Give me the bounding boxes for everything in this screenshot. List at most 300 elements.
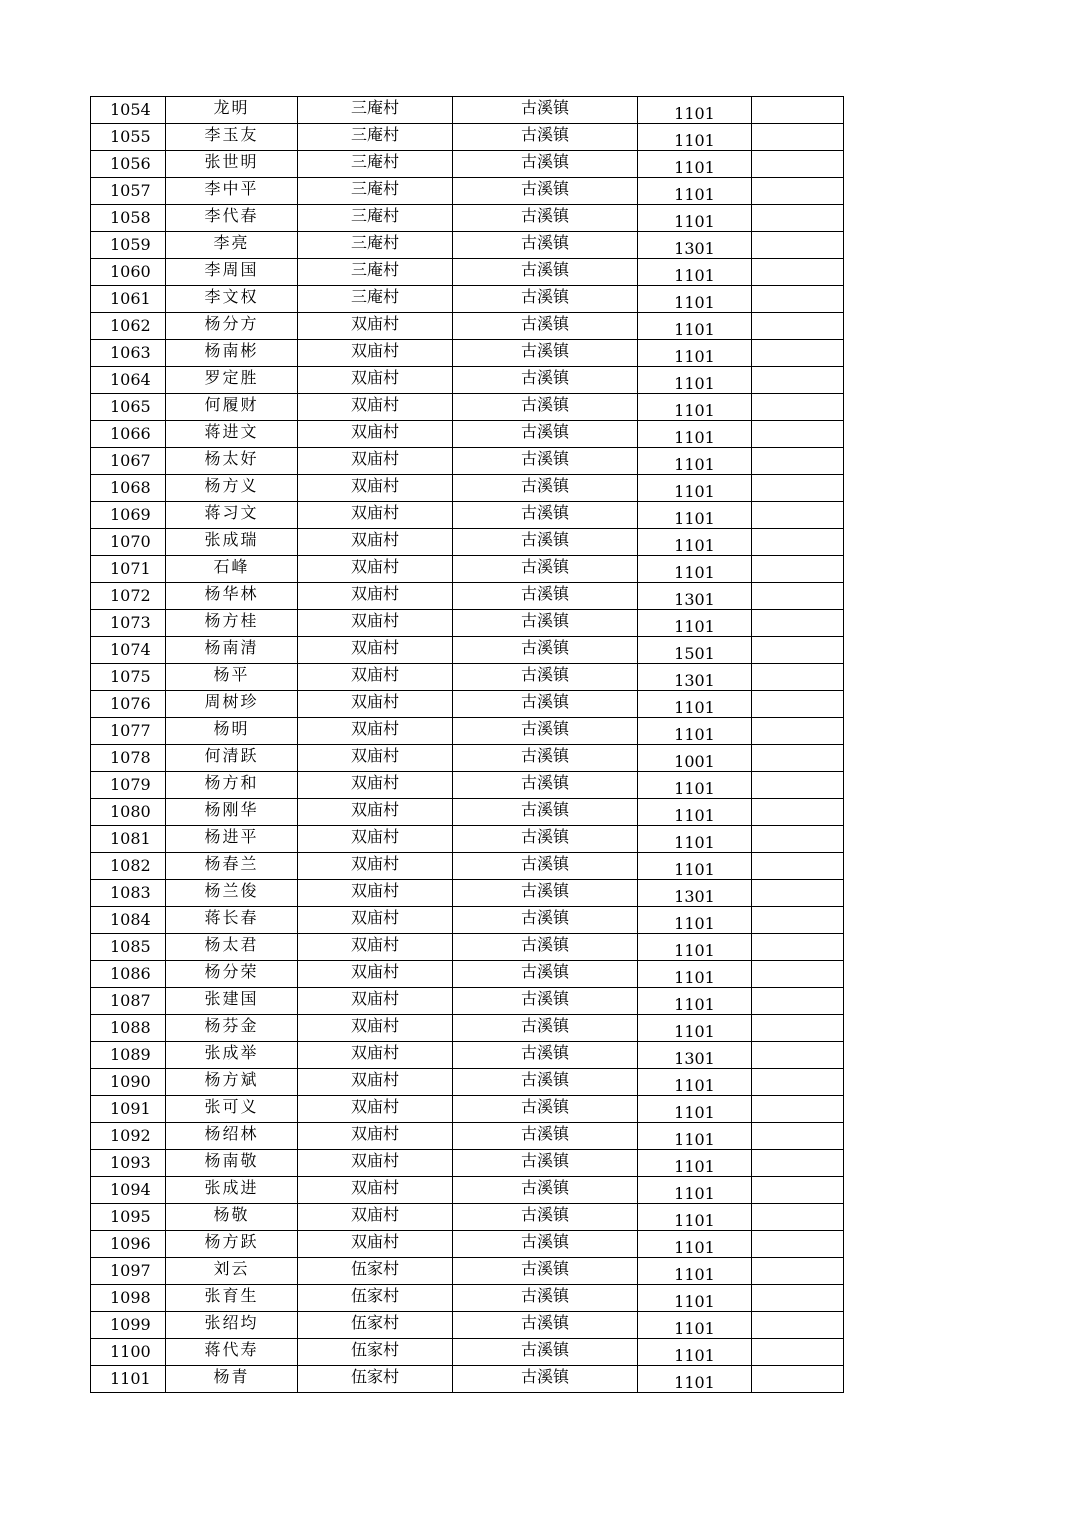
remark-cell [752,1366,844,1393]
village-cell: 伍家村 [298,1285,453,1312]
code-cell: 1101 [638,178,752,205]
row-number-cell: 1093 [91,1150,166,1177]
code-cell: 1101 [638,691,752,718]
person-name-cell: 张世明 [166,151,298,178]
row-number-cell: 1096 [91,1231,166,1258]
row-number-cell: 1094 [91,1177,166,1204]
village-cell: 双庙村 [298,799,453,826]
row-number-cell: 1075 [91,664,166,691]
code-cell: 1101 [638,97,752,124]
code-cell: 1101 [638,124,752,151]
row-number-cell: 1074 [91,637,166,664]
remark-cell [752,529,844,556]
town-cell: 古溪镇 [453,637,638,664]
code-cell: 1301 [638,1042,752,1069]
row-number-cell: 1077 [91,718,166,745]
town-cell: 古溪镇 [453,448,638,475]
code-cell: 1101 [638,1096,752,1123]
code-cell: 1001 [638,745,752,772]
person-name-cell: 杨芬金 [166,1015,298,1042]
table-row [91,907,844,934]
person-name-cell: 杨敬 [166,1204,298,1231]
table-row [91,1177,844,1204]
table-row [91,1366,844,1393]
table-row [91,961,844,988]
roster-table-body [91,97,844,1393]
table-row [91,664,844,691]
table-row [91,205,844,232]
village-cell: 双庙村 [298,961,453,988]
town-cell: 古溪镇 [453,1204,638,1231]
town-cell: 古溪镇 [453,502,638,529]
remark-cell [752,232,844,259]
remark-cell [752,1204,844,1231]
code-cell: 1101 [638,907,752,934]
code-cell: 1301 [638,583,752,610]
remark-cell [752,1285,844,1312]
remark-cell [752,97,844,124]
row-number-cell: 1098 [91,1285,166,1312]
village-cell: 伍家村 [298,1339,453,1366]
village-cell: 双庙村 [298,826,453,853]
person-name-cell: 杨南彬 [166,340,298,367]
remark-cell [752,1231,844,1258]
remark-cell [752,205,844,232]
row-number-cell: 1061 [91,286,166,313]
table-row [91,583,844,610]
table-row [91,124,844,151]
town-cell: 古溪镇 [453,664,638,691]
row-number-cell: 1083 [91,880,166,907]
village-cell: 双庙村 [298,1069,453,1096]
table-row [91,529,844,556]
remark-cell [752,988,844,1015]
code-cell: 1101 [638,1339,752,1366]
town-cell: 古溪镇 [453,313,638,340]
row-number-cell: 1095 [91,1204,166,1231]
table-row [91,610,844,637]
village-cell: 双庙村 [298,583,453,610]
village-cell: 三庵村 [298,178,453,205]
table-row [91,421,844,448]
row-number-cell: 1066 [91,421,166,448]
row-number-cell: 1071 [91,556,166,583]
row-number-cell: 1090 [91,1069,166,1096]
table-row [91,286,844,313]
remark-cell [752,1150,844,1177]
row-number-cell: 1060 [91,259,166,286]
code-cell: 1501 [638,637,752,664]
town-cell: 古溪镇 [453,178,638,205]
code-cell: 1101 [638,799,752,826]
person-name-cell: 杨进平 [166,826,298,853]
village-cell: 双庙村 [298,502,453,529]
table-row [91,718,844,745]
village-cell: 双庙村 [298,1150,453,1177]
code-cell: 1101 [638,772,752,799]
town-cell: 古溪镇 [453,394,638,421]
person-name-cell: 张建国 [166,988,298,1015]
person-name-cell: 张可义 [166,1096,298,1123]
village-cell: 双庙村 [298,1123,453,1150]
table-row [91,259,844,286]
row-number-cell: 1072 [91,583,166,610]
code-cell: 1101 [638,1150,752,1177]
code-cell: 1101 [638,205,752,232]
row-number-cell: 1067 [91,448,166,475]
town-cell: 古溪镇 [453,1069,638,1096]
village-cell: 伍家村 [298,1366,453,1393]
village-cell: 双庙村 [298,367,453,394]
village-cell: 伍家村 [298,1258,453,1285]
person-name-cell: 杨方桂 [166,610,298,637]
person-name-cell: 李中平 [166,178,298,205]
code-cell: 1101 [638,934,752,961]
row-number-cell: 1055 [91,124,166,151]
person-name-cell: 杨太好 [166,448,298,475]
town-cell: 古溪镇 [453,232,638,259]
table-row [91,799,844,826]
town-cell: 古溪镇 [453,718,638,745]
person-name-cell: 张育生 [166,1285,298,1312]
table-row [91,178,844,205]
town-cell: 古溪镇 [453,907,638,934]
person-name-cell: 杨春兰 [166,853,298,880]
table-row [91,556,844,583]
code-cell: 1101 [638,259,752,286]
row-number-cell: 1079 [91,772,166,799]
village-cell: 双庙村 [298,934,453,961]
remark-cell [752,367,844,394]
town-cell: 古溪镇 [453,853,638,880]
town-cell: 古溪镇 [453,880,638,907]
code-cell: 1301 [638,232,752,259]
code-cell: 1101 [638,475,752,502]
code-cell: 1101 [638,853,752,880]
row-number-cell: 1078 [91,745,166,772]
table-row [91,1042,844,1069]
table-row [91,1258,844,1285]
person-name-cell: 张绍均 [166,1312,298,1339]
table-row [91,826,844,853]
remark-cell [752,691,844,718]
person-name-cell: 杨方跃 [166,1231,298,1258]
person-name-cell: 杨刚华 [166,799,298,826]
person-name-cell: 杨分荣 [166,961,298,988]
table-row [91,1312,844,1339]
remark-cell [752,556,844,583]
row-number-cell: 1065 [91,394,166,421]
remark-cell [752,313,844,340]
person-name-cell: 何履财 [166,394,298,421]
town-cell: 古溪镇 [453,583,638,610]
town-cell: 古溪镇 [453,745,638,772]
village-cell: 双庙村 [298,556,453,583]
remark-cell [752,1096,844,1123]
table-row [91,1069,844,1096]
person-name-cell: 李文权 [166,286,298,313]
town-cell: 古溪镇 [453,1285,638,1312]
village-cell: 双庙村 [298,529,453,556]
remark-cell [752,880,844,907]
row-number-cell: 1058 [91,205,166,232]
person-name-cell: 杨方义 [166,475,298,502]
town-cell: 古溪镇 [453,421,638,448]
table-row [91,1123,844,1150]
remark-cell [752,1258,844,1285]
remark-cell [752,772,844,799]
table-row [91,637,844,664]
row-number-cell: 1068 [91,475,166,502]
code-cell: 1101 [638,1231,752,1258]
person-name-cell: 李代春 [166,205,298,232]
table-row [91,232,844,259]
person-name-cell: 周树珍 [166,691,298,718]
town-cell: 古溪镇 [453,1177,638,1204]
row-number-cell: 1063 [91,340,166,367]
village-cell: 双庙村 [298,610,453,637]
person-name-cell: 杨方斌 [166,1069,298,1096]
table-row [91,745,844,772]
table-row [91,772,844,799]
remark-cell [752,1312,844,1339]
table-row [91,97,844,124]
row-number-cell: 1059 [91,232,166,259]
remark-cell [752,475,844,502]
village-cell: 双庙村 [298,664,453,691]
code-cell: 1101 [638,1069,752,1096]
row-number-cell: 1084 [91,907,166,934]
table-row [91,1285,844,1312]
remark-cell [752,1069,844,1096]
town-cell: 古溪镇 [453,259,638,286]
row-number-cell: 1082 [91,853,166,880]
row-number-cell: 1076 [91,691,166,718]
person-name-cell: 李亮 [166,232,298,259]
person-name-cell: 杨明 [166,718,298,745]
remark-cell [752,124,844,151]
person-name-cell: 杨南清 [166,637,298,664]
code-cell: 1101 [638,1366,752,1393]
town-cell: 古溪镇 [453,1150,638,1177]
person-name-cell: 杨太君 [166,934,298,961]
table-row [91,880,844,907]
code-cell: 1101 [638,340,752,367]
town-cell: 古溪镇 [453,1096,638,1123]
table-row [91,475,844,502]
person-name-cell: 蒋长春 [166,907,298,934]
code-cell: 1101 [638,1123,752,1150]
row-number-cell: 1091 [91,1096,166,1123]
town-cell: 古溪镇 [453,988,638,1015]
table-row [91,448,844,475]
person-name-cell: 杨方和 [166,772,298,799]
row-number-cell: 1080 [91,799,166,826]
person-name-cell: 杨绍林 [166,1123,298,1150]
table-row [91,340,844,367]
remark-cell [752,610,844,637]
person-name-cell: 李周国 [166,259,298,286]
person-name-cell: 蒋代寿 [166,1339,298,1366]
person-name-cell: 张成举 [166,1042,298,1069]
code-cell: 1101 [638,367,752,394]
remark-cell [752,826,844,853]
code-cell: 1101 [638,1204,752,1231]
town-cell: 古溪镇 [453,97,638,124]
town-cell: 古溪镇 [453,1339,638,1366]
person-name-cell: 杨青 [166,1366,298,1393]
town-cell: 古溪镇 [453,1312,638,1339]
code-cell: 1101 [638,610,752,637]
table-row [91,151,844,178]
code-cell: 1101 [638,448,752,475]
code-cell: 1101 [638,394,752,421]
town-cell: 古溪镇 [453,1231,638,1258]
row-number-cell: 1101 [91,1366,166,1393]
remark-cell [752,286,844,313]
village-cell: 双庙村 [298,718,453,745]
town-cell: 古溪镇 [453,772,638,799]
village-cell: 三庵村 [298,286,453,313]
code-cell: 1101 [638,421,752,448]
remark-cell [752,745,844,772]
village-cell: 三庵村 [298,232,453,259]
remark-cell [752,340,844,367]
table-row [91,988,844,1015]
village-cell: 双庙村 [298,313,453,340]
town-cell: 古溪镇 [453,205,638,232]
village-cell: 双庙村 [298,394,453,421]
row-number-cell: 1069 [91,502,166,529]
table-row [91,313,844,340]
table-row [91,853,844,880]
town-cell: 古溪镇 [453,124,638,151]
village-cell: 伍家村 [298,1312,453,1339]
row-number-cell: 1057 [91,178,166,205]
remark-cell [752,1015,844,1042]
table-row [91,1150,844,1177]
person-name-cell: 张成瑞 [166,529,298,556]
code-cell: 1101 [638,502,752,529]
table-row [91,1231,844,1258]
remark-cell [752,961,844,988]
town-cell: 古溪镇 [453,961,638,988]
person-name-cell: 刘云 [166,1258,298,1285]
village-cell: 双庙村 [298,745,453,772]
town-cell: 古溪镇 [453,475,638,502]
remark-cell [752,583,844,610]
person-name-cell: 李玉友 [166,124,298,151]
town-cell: 古溪镇 [453,1366,638,1393]
row-number-cell: 1062 [91,313,166,340]
village-cell: 双庙村 [298,1096,453,1123]
village-cell: 双庙村 [298,691,453,718]
row-number-cell: 1056 [91,151,166,178]
table-row [91,367,844,394]
village-cell: 双庙村 [298,1015,453,1042]
person-name-cell: 杨兰俊 [166,880,298,907]
code-cell: 1101 [638,961,752,988]
remark-cell [752,178,844,205]
village-cell: 双庙村 [298,853,453,880]
person-name-cell: 龙明 [166,97,298,124]
row-number-cell: 1100 [91,1339,166,1366]
town-cell: 古溪镇 [453,529,638,556]
village-cell: 双庙村 [298,1177,453,1204]
code-cell: 1101 [638,1285,752,1312]
village-cell: 三庵村 [298,205,453,232]
code-cell: 1101 [638,826,752,853]
table-row [91,1339,844,1366]
code-cell: 1101 [638,1312,752,1339]
town-cell: 古溪镇 [453,556,638,583]
remark-cell [752,448,844,475]
village-cell: 三庵村 [298,259,453,286]
remark-cell [752,907,844,934]
person-name-cell: 蒋习文 [166,502,298,529]
town-cell: 古溪镇 [453,367,638,394]
remark-cell [752,853,844,880]
town-cell: 古溪镇 [453,826,638,853]
person-name-cell: 杨南敬 [166,1150,298,1177]
table-row [91,502,844,529]
town-cell: 古溪镇 [453,1015,638,1042]
person-name-cell: 杨华林 [166,583,298,610]
person-name-cell: 罗定胜 [166,367,298,394]
village-cell: 双庙村 [298,1231,453,1258]
town-cell: 古溪镇 [453,610,638,637]
remark-cell [752,799,844,826]
remark-cell [752,1042,844,1069]
row-number-cell: 1086 [91,961,166,988]
village-cell: 三庵村 [298,124,453,151]
row-number-cell: 1054 [91,97,166,124]
town-cell: 古溪镇 [453,151,638,178]
remark-cell [752,1177,844,1204]
row-number-cell: 1089 [91,1042,166,1069]
row-number-cell: 1099 [91,1312,166,1339]
person-name-cell: 石峰 [166,556,298,583]
row-number-cell: 1088 [91,1015,166,1042]
remark-cell [752,664,844,691]
row-number-cell: 1085 [91,934,166,961]
remark-cell [752,259,844,286]
remark-cell [752,1339,844,1366]
village-cell: 双庙村 [298,1204,453,1231]
remark-cell [752,1123,844,1150]
town-cell: 古溪镇 [453,340,638,367]
table-row [91,394,844,421]
town-cell: 古溪镇 [453,1123,638,1150]
row-number-cell: 1087 [91,988,166,1015]
table-row [91,1015,844,1042]
village-cell: 双庙村 [298,448,453,475]
remark-cell [752,934,844,961]
code-cell: 1101 [638,556,752,583]
table-row [91,691,844,718]
village-cell: 双庙村 [298,907,453,934]
code-cell: 1101 [638,1015,752,1042]
town-cell: 古溪镇 [453,934,638,961]
row-number-cell: 1097 [91,1258,166,1285]
remark-cell [752,151,844,178]
row-number-cell: 1073 [91,610,166,637]
code-cell: 1101 [638,151,752,178]
table-row [91,934,844,961]
remark-cell [752,394,844,421]
village-cell: 三庵村 [298,151,453,178]
remark-cell [752,421,844,448]
